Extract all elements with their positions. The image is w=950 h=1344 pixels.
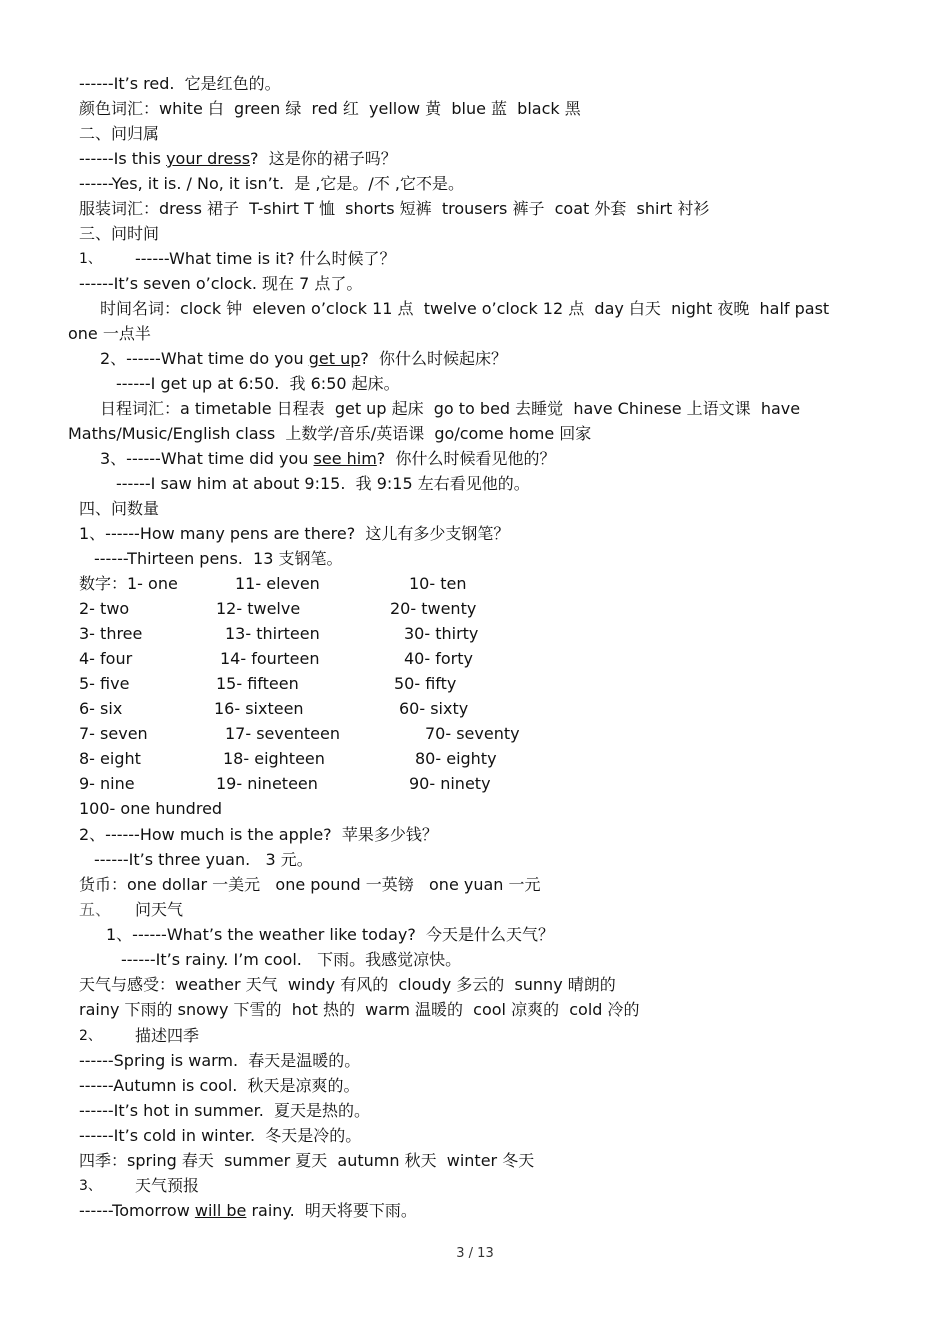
section-heading: 问天气 <box>135 900 184 919</box>
number-a: 3- three <box>79 624 143 643</box>
dialog-line: 3、------What time did you see him? 你什么时候看见他的？ <box>100 449 556 468</box>
number-a: 5- five <box>79 674 130 693</box>
vocabulary-line: 货币：one dollar 一美元 one pound 一英镑 one yuan 一元 <box>79 875 541 894</box>
dialog-line: ------It’s three yuan. 3 元。 <box>94 850 313 869</box>
number-a: 2- two <box>79 599 130 618</box>
number-c: 20- twenty <box>390 599 477 618</box>
section-heading: 四、问数量 <box>79 499 160 518</box>
dialog-line: 2、------What time do you get up? 你什么时候起床？ <box>100 349 508 368</box>
item-number: 2、 <box>79 1028 102 1044</box>
subsection-heading: 天气预报 <box>135 1176 200 1195</box>
dialog-line: ------Thirteen pens. 13 支钢笔。 <box>94 549 343 568</box>
section-number: 五、 <box>79 900 112 919</box>
number-b: 15- fifteen <box>216 674 299 693</box>
number-a: 6- six <box>79 699 123 718</box>
item-number: 3、 <box>79 1178 102 1194</box>
vocabulary-line: 四季：spring 春天 summer 夏天 autumn 秋天 winter 冬天 <box>79 1151 535 1170</box>
vocabulary-line: 服装词汇：dress 裙子 T-shirt T 恤 shorts 短裤 trousers 裤子 coat 外套 shirt 衬衫 <box>79 199 710 218</box>
page-number: 3 / 13 <box>456 1246 494 1261</box>
vocabulary-line: 时间名词：clock 钟 eleven o’clock 11 点 twelve o’clock 12 点 day 白天 night 夜晚 half past <box>100 299 830 318</box>
number-a: 8- eight <box>79 749 141 768</box>
number-b: 13- thirteen <box>225 624 320 643</box>
number-c: 70- seventy <box>425 724 520 743</box>
number-c: 30- thirty <box>404 624 479 643</box>
dialog-line: 1、------What’s the weather like today? 今天是什么天气？ <box>106 925 555 944</box>
number-b: 14- fourteen <box>220 649 320 668</box>
section-heading: 二、问归属 <box>79 124 160 143</box>
number-a: 4- four <box>79 649 133 668</box>
dialog-line: ------It’s rainy. I’m cool. 下雨。我感觉凉快。 <box>121 950 462 969</box>
vocabulary-line: 颜色词汇：white 白 green 绿 red 红 yellow 黄 blue 蓝 black 黑 <box>79 99 581 118</box>
number-a: 7- seven <box>79 724 148 743</box>
number-b: 16- sixteen <box>214 699 304 718</box>
dialog-line: ------Yes, it is. / No, it isn’t. 是 ,它是。/不 ,它不是。 <box>79 174 464 193</box>
dialog-line: ------Spring is warm. 春天是温暖的。 <box>79 1051 361 1070</box>
dialog-line: ------It’s cold in winter. 冬天是冷的。 <box>79 1126 362 1145</box>
number-b: 18- eighteen <box>223 749 325 768</box>
dialog-line: ------I saw him at about 9:15. 我 9:15 左右看见他的。 <box>116 474 530 493</box>
vocabulary-line: rainy 下雨的 snowy 下雪的 hot 热的 warm 温暖的 cool 凉爽的 cold 冷的 <box>79 1000 640 1019</box>
number-b: 11- eleven <box>235 574 320 593</box>
dialog-line: ------Autumn is cool. 秋天是凉爽的。 <box>79 1076 360 1095</box>
dialog-line: ------Is this your dress? 这是你的裙子吗？ <box>79 149 397 168</box>
number-c: 50- fifty <box>394 674 457 693</box>
number-c: 60- sixty <box>399 699 469 718</box>
item-number: 1、 <box>79 251 102 267</box>
number-c: 40- forty <box>404 649 473 668</box>
number-b: 19- nineteen <box>216 774 318 793</box>
number-a: 9- nine <box>79 774 135 793</box>
dialog-line: ------It’s seven o’clock. 现在 7 点了。 <box>79 274 363 293</box>
vocabulary-line: 日程词汇：a timetable 日程表 get up 起床 go to bed 去睡觉 have Chinese 上语文课 have <box>100 399 801 418</box>
number-c: 10- ten <box>409 574 467 593</box>
number-b: 17- seventeen <box>225 724 340 743</box>
number-a: 数字：1- one <box>79 574 178 593</box>
vocabulary-line: Maths/Music/English class 上数学/音乐/英语课 go/come home 回家 <box>68 424 592 443</box>
dialog-line: 2、------How much is the apple? 苹果多少钱？ <box>79 825 438 844</box>
subsection-heading: 描述四季 <box>135 1026 200 1045</box>
number-b: 12- twelve <box>216 599 301 618</box>
section-heading: 三、问时间 <box>79 224 160 243</box>
vocabulary-line: 天气与感受：weather 天气 windy 有风的 cloudy 多云的 sunny 晴朗的 <box>79 975 616 994</box>
dialog-line: ------It’s red. 它是红色的。 <box>79 74 281 93</box>
number-c: 80- eighty <box>415 749 497 768</box>
dialog-line: ------It’s hot in summer. 夏天是热的。 <box>79 1101 370 1120</box>
number-c: 90- ninety <box>409 774 491 793</box>
vocabulary-line: one 一点半 <box>68 324 151 343</box>
dialog-line: ------What time is it? 什么时候了？ <box>135 249 396 268</box>
number-a: 100- one hundred <box>79 799 223 818</box>
dialog-line: ------I get up at 6:50. 我 6:50 起床。 <box>116 374 400 393</box>
dialog-line: ------Tomorrow will be rainy. 明天将要下雨。 <box>79 1201 417 1220</box>
dialog-line: 1、------How many pens are there? 这儿有多少支钢笔？ <box>79 524 510 543</box>
